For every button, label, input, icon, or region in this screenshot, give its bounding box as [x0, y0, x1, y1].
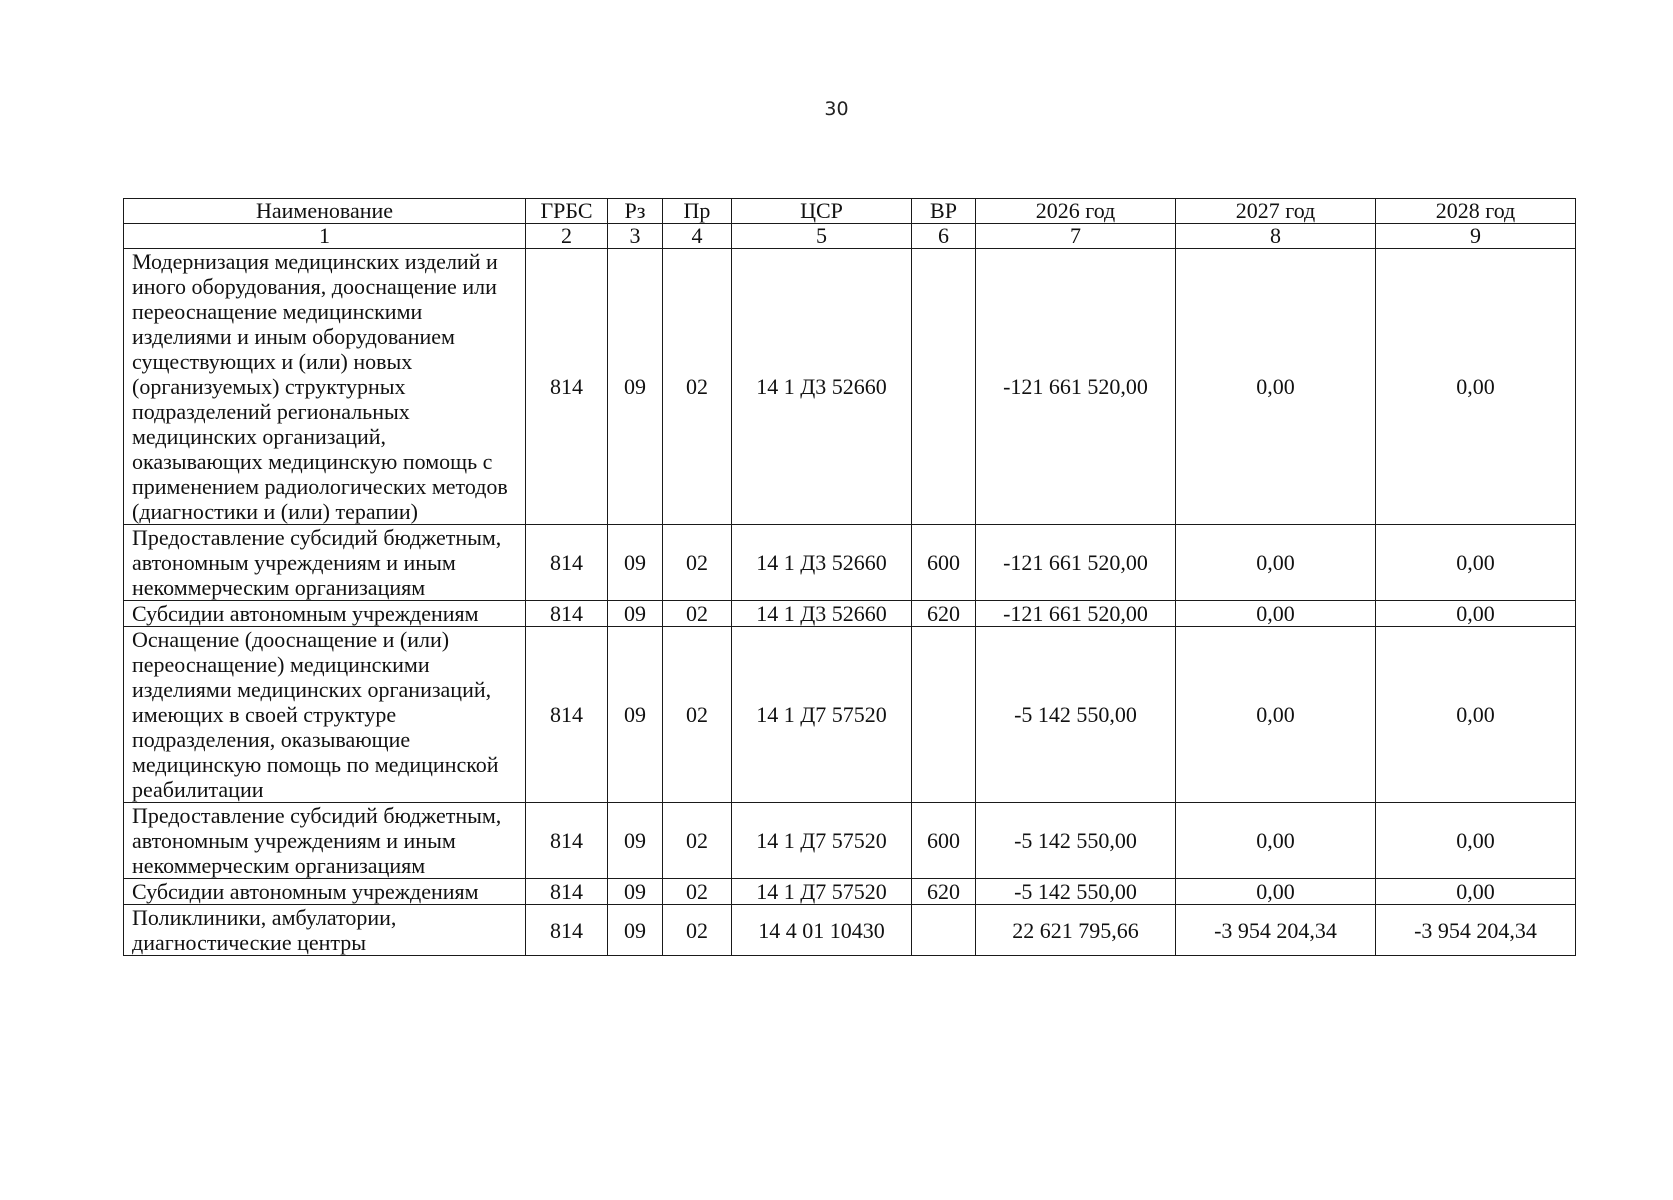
row-pr: 02	[663, 627, 732, 803]
row-2027: 0,00	[1176, 249, 1376, 525]
row-2027: 0,00	[1176, 627, 1376, 803]
row-rz: 09	[608, 627, 663, 803]
row-2026: -5 142 550,00	[976, 879, 1176, 905]
header-row	[124, 199, 1576, 224]
header-rz: Рз	[608, 199, 663, 224]
row-2028: 0,00	[1376, 249, 1576, 525]
row-2028: 0,00	[1376, 627, 1576, 803]
row-vr	[912, 905, 976, 956]
row-rz: 09	[608, 249, 663, 525]
row-2028: 0,00	[1376, 601, 1576, 627]
row-2027: 0,00	[1176, 803, 1376, 879]
header-2028: 2028 год	[1376, 199, 1576, 224]
row-grbs: 814	[526, 905, 608, 956]
row-pr: 02	[663, 905, 732, 956]
row-2027: 0,00	[1176, 601, 1376, 627]
row-name: Субсидии автономным учреждениям	[124, 879, 526, 905]
row-name: Предоставление субсидий бюджетным, автономным учреждениям и иным некоммерческим организациям	[124, 525, 526, 601]
row-grbs: 814	[526, 803, 608, 879]
row-csr: 14 1 Д3 52660	[732, 249, 912, 525]
header-csr: ЦСР	[732, 199, 912, 224]
column-number: 4	[663, 224, 732, 249]
column-number: 1	[124, 224, 526, 249]
row-name: Предоставление субсидий бюджетным, автономным учреждениям и иным некоммерческим организациям	[124, 803, 526, 879]
row-grbs: 814	[526, 249, 608, 525]
header-2027: 2027 год	[1176, 199, 1376, 224]
row-csr: 14 4 01 10430	[732, 905, 912, 956]
row-grbs: 814	[526, 525, 608, 601]
row-rz: 09	[608, 601, 663, 627]
row-pr: 02	[663, 601, 732, 627]
row-name: Субсидии автономным учреждениям	[124, 601, 526, 627]
page-number: 30	[824, 98, 849, 120]
header-pr: Пр	[663, 199, 732, 224]
table-row	[124, 879, 1576, 905]
row-vr: 620	[912, 879, 976, 905]
row-grbs: 814	[526, 601, 608, 627]
row-vr	[912, 627, 976, 803]
column-number: 7	[976, 224, 1176, 249]
row-pr: 02	[663, 879, 732, 905]
row-2026: -121 661 520,00	[976, 601, 1176, 627]
row-2027: -3 954 204,34	[1176, 905, 1376, 956]
row-2026: -5 142 550,00	[976, 627, 1176, 803]
row-2028: 0,00	[1376, 803, 1576, 879]
budget-table	[123, 198, 1576, 956]
column-number: 8	[1176, 224, 1376, 249]
row-2026: 22 621 795,66	[976, 905, 1176, 956]
header-2026: 2026 год	[976, 199, 1176, 224]
header-name: Наименование	[124, 199, 526, 224]
row-grbs: 814	[526, 879, 608, 905]
row-rz: 09	[608, 525, 663, 601]
row-2028: -3 954 204,34	[1376, 905, 1576, 956]
row-pr: 02	[663, 803, 732, 879]
table-row	[124, 803, 1576, 879]
row-vr: 620	[912, 601, 976, 627]
column-number: 6	[912, 224, 976, 249]
column-number: 5	[732, 224, 912, 249]
header-vr: ВР	[912, 199, 976, 224]
row-2026: -121 661 520,00	[976, 525, 1176, 601]
table-row	[124, 601, 1576, 627]
column-number-row	[124, 224, 1576, 249]
table-row	[124, 525, 1576, 601]
row-csr: 14 1 Д7 57520	[732, 879, 912, 905]
row-name: Поликлиники, амбулатории, диагностические центры	[124, 905, 526, 956]
row-csr: 14 1 Д3 52660	[732, 525, 912, 601]
row-2026: -121 661 520,00	[976, 249, 1176, 525]
row-name: Модернизация медицинских изделий и иного оборудования, дооснащение или переоснащение медицинскими изделиями и иным оборудованием существующих и (или) новых (организуемых) структурных подразделений региональных медицинских организаций, оказывающих медицинскую помощь с применением радиологических методов (диагностики и (или) терапии)	[124, 249, 526, 525]
column-number: 9	[1376, 224, 1576, 249]
row-rz: 09	[608, 803, 663, 879]
row-rz: 09	[608, 879, 663, 905]
column-number: 3	[608, 224, 663, 249]
table-row	[124, 627, 1576, 803]
row-2028: 0,00	[1376, 525, 1576, 601]
column-number: 2	[526, 224, 608, 249]
table-row	[124, 905, 1576, 956]
row-grbs: 814	[526, 627, 608, 803]
row-2028: 0,00	[1376, 879, 1576, 905]
row-vr: 600	[912, 525, 976, 601]
row-vr: 600	[912, 803, 976, 879]
row-2027: 0,00	[1176, 525, 1376, 601]
row-rz: 09	[608, 905, 663, 956]
row-csr: 14 1 Д7 57520	[732, 803, 912, 879]
row-vr	[912, 249, 976, 525]
row-pr: 02	[663, 249, 732, 525]
header-grbs: ГРБС	[526, 199, 608, 224]
row-csr: 14 1 Д7 57520	[732, 627, 912, 803]
row-2027: 0,00	[1176, 879, 1376, 905]
table-row	[124, 249, 1576, 525]
row-name: Оснащение (дооснащение и (или) переоснащение) медицинскими изделиями медицинских организаций, имеющих в своей структуре подразделения, оказывающие медицинскую помощь по медицинской реабилитации	[124, 627, 526, 803]
row-csr: 14 1 Д3 52660	[732, 601, 912, 627]
row-pr: 02	[663, 525, 732, 601]
row-2026: -5 142 550,00	[976, 803, 1176, 879]
